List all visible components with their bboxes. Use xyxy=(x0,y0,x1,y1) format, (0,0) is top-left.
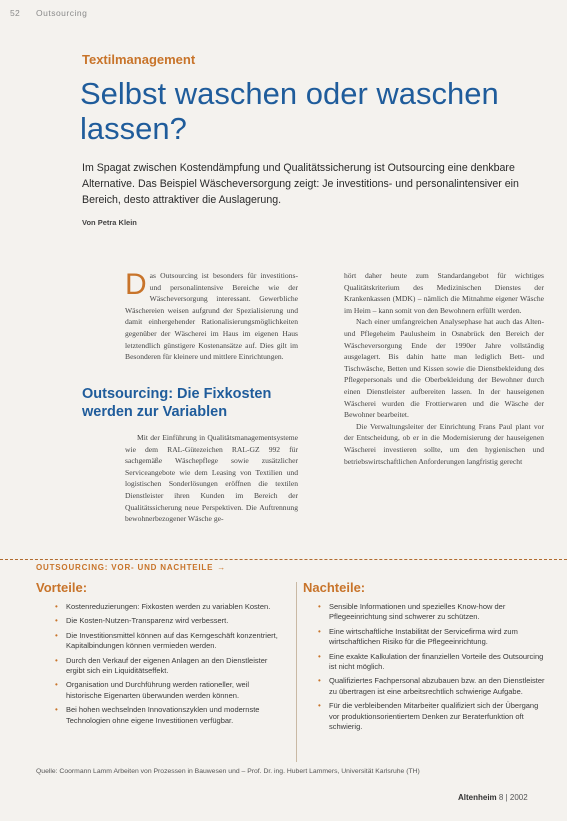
body-column-2 xyxy=(344,270,544,467)
disadvantages-heading: Nachteile: xyxy=(303,580,366,595)
list-item: • Qualifiziertes Fachpersonal abzubauen bzw. an den Dienstleister zu übertragen ist eine arbeitsrechtlich schwierige Aufgabe. xyxy=(318,676,545,696)
issue-label: 8 | 2002 xyxy=(498,793,528,802)
info-box-title-text: OUTSOURCING: VOR- UND NACHTEILE xyxy=(36,563,214,572)
list-item: • Durch den Verkauf der eigenen Anlagen an den Dienstleister ergibt sich ein Liquiditätseffekt. xyxy=(55,655,268,676)
magazine-brand: Altenheim xyxy=(458,793,497,802)
body-paragraph: hört daher heute zum Standardangebot für wichtiges Qualitätskriterium des Medizinischen Dienstes der Krankenkassen (MDK) – nämlich die Mitnahme eigener Wäsche im Heim – kann somit von den Bewohnern erfüllt werden. xyxy=(344,271,544,315)
list-item: • Die Investitionsmittel können auf das Kerngeschäft konzentriert, Kapitalbindungen können vermieden werden. xyxy=(55,630,278,651)
article-lead: Im Spagat zwischen Kostendämpfung und Qualitätssicherung ist Outsourcing eine denkbare Alternative. Das Beispiel Wäscheversorgung zeigt: Je investitions- und personalintensiver ein Bereich, desto attraktiver die Auslagerung. xyxy=(82,162,519,206)
body-paragraph: Mit der Einführung in Qualitätsmanagementsysteme wie dem RAL-Gütezeichen RAL-GZ 992 für sachgemäße Wäschepflege sowie zusätzlicher Serviceangebote wie dem Leasing von Textilien und logistischen Sonderlösungen eröffnen die textilen Dienstleister ihren Kunden im Bereich der Qualitätssicherung neue Perspektiven. Die Auftrennung bewohnerbezogener Wäsche ge- xyxy=(125,433,298,524)
info-box-title xyxy=(36,563,226,572)
bullet-icon: • xyxy=(318,602,321,611)
advantages-heading: Vorteile: xyxy=(36,580,88,595)
page-number: 52 xyxy=(10,8,21,18)
list-item: • Organisation und Durchführung werden rationeller, weil historische Eigenarten überwunden werden können. xyxy=(55,680,250,700)
bullet-icon: • xyxy=(55,616,58,626)
drop-cap: D xyxy=(125,268,147,301)
article-kicker: Textilmanagement xyxy=(82,52,196,67)
page-footer xyxy=(458,793,528,802)
advantages-list xyxy=(52,602,284,730)
bullet-icon: • xyxy=(55,655,58,665)
body-paragraph: Die Verwaltungsleiter der Einrichtung Frans Paul plant vor der Entscheidung, ob er in die Modernisierung der hauseigenen Wäscherei investieren sollte, um den hygienischen und betriebswirtschaftlichen Anforderungen langfristig gerecht xyxy=(344,421,544,466)
list-item: • Kostenreduzierungen: Fixkosten werden zu variablen Kosten. xyxy=(55,602,271,611)
info-box-divider xyxy=(0,559,567,560)
bullet-icon: • xyxy=(55,680,58,690)
body-paragraph: as Outsourcing ist besonders für investitions- und personalintensive Bereiche wie der Wäscheversorgung interessant. Gewerbliche Wäschereien weisen aufgrund der Spezialisierung und damit einhergehender Rationalisierungsmöglichkeiten gegenüber der Wäscherei im Haus im eigenen Haus letztendlich günstigere Kostenansätze auf. Dies gilt im Besonderen für kleinere und mittlere Einrichtungen. xyxy=(125,271,298,362)
list-item: • Die Kosten-Nutzen-Transparenz wird verbessert. xyxy=(55,616,229,626)
section-label: Outsourcing xyxy=(36,8,88,18)
bullet-icon: • xyxy=(318,676,321,686)
list-item: • Sensible Informationen und spezielles Know-how der Pflegeeinrichtung sind schwerer zu schützen. xyxy=(318,602,506,622)
bullet-icon: • xyxy=(55,630,58,640)
disadvantages-list xyxy=(315,602,547,736)
list-item: • Eine wirtschaftliche Instabilität der Servicefirma wird zum wirtschaftlichen Risiko für die Pflegeeinrichtung. xyxy=(318,626,518,647)
body-paragraph: Nach einer umfangreichen Analysephase hat auch das Alten- und Pflegeheim Paulusheim in Osnabrück den Bereich der Wäscheversorgung Ende der 1990er Jahre vollständig ausgelagert. Bis dahin hatte man lediglich Bett- und Tischwäsche, Betten und Kissen sowie die Dienstbekleidung des Pflegepersonals und die Oberbekleidung der Bewohner durch einen Dienstleister aufbereiten lassen. In der hauseigenen Wäscherei wurden die Frottierwaren und die Wäsche der Bewohner bearbeitet. xyxy=(344,317,544,420)
bullet-icon: • xyxy=(318,651,321,661)
source-note: Quelle: Coormann Lamm Arbeiten von Prozessen in Bauwesen und – Prof. Dr. ing. Hubert Lammers, Universität Karlsruhe (TH) xyxy=(36,768,420,775)
column-divider xyxy=(296,582,297,762)
body-column-1-bottom xyxy=(125,432,298,525)
list-item: • Eine exakte Kalkulation der finanziellen Vorteile des Outsourcing ist nicht möglich. xyxy=(318,651,544,672)
article-headline: Selbst waschen oder waschen lassen? xyxy=(80,76,499,146)
list-item: • Bei hohen wechselnden Innovationszyklen und modernste Technologien ohne eigene Investitionen verfügbar. xyxy=(55,705,260,725)
bullet-icon: • xyxy=(55,705,58,715)
bullet-icon: • xyxy=(318,626,321,636)
article-subheading: Outsourcing: Die Fixkosten werden zur Variablen xyxy=(82,386,272,420)
arrow-right-icon: → xyxy=(217,563,227,572)
list-item: • Für die verbleibenden Mitarbeiter qualifiziert sich der Übergang vor produktionsorientiertem Denken zur Beraterfunktion oft schwierig. xyxy=(318,701,539,732)
bullet-icon: • xyxy=(318,701,321,711)
body-column-1-top xyxy=(125,270,298,363)
bullet-icon: • xyxy=(55,602,58,611)
article-author: Von Petra Klein xyxy=(82,218,137,227)
